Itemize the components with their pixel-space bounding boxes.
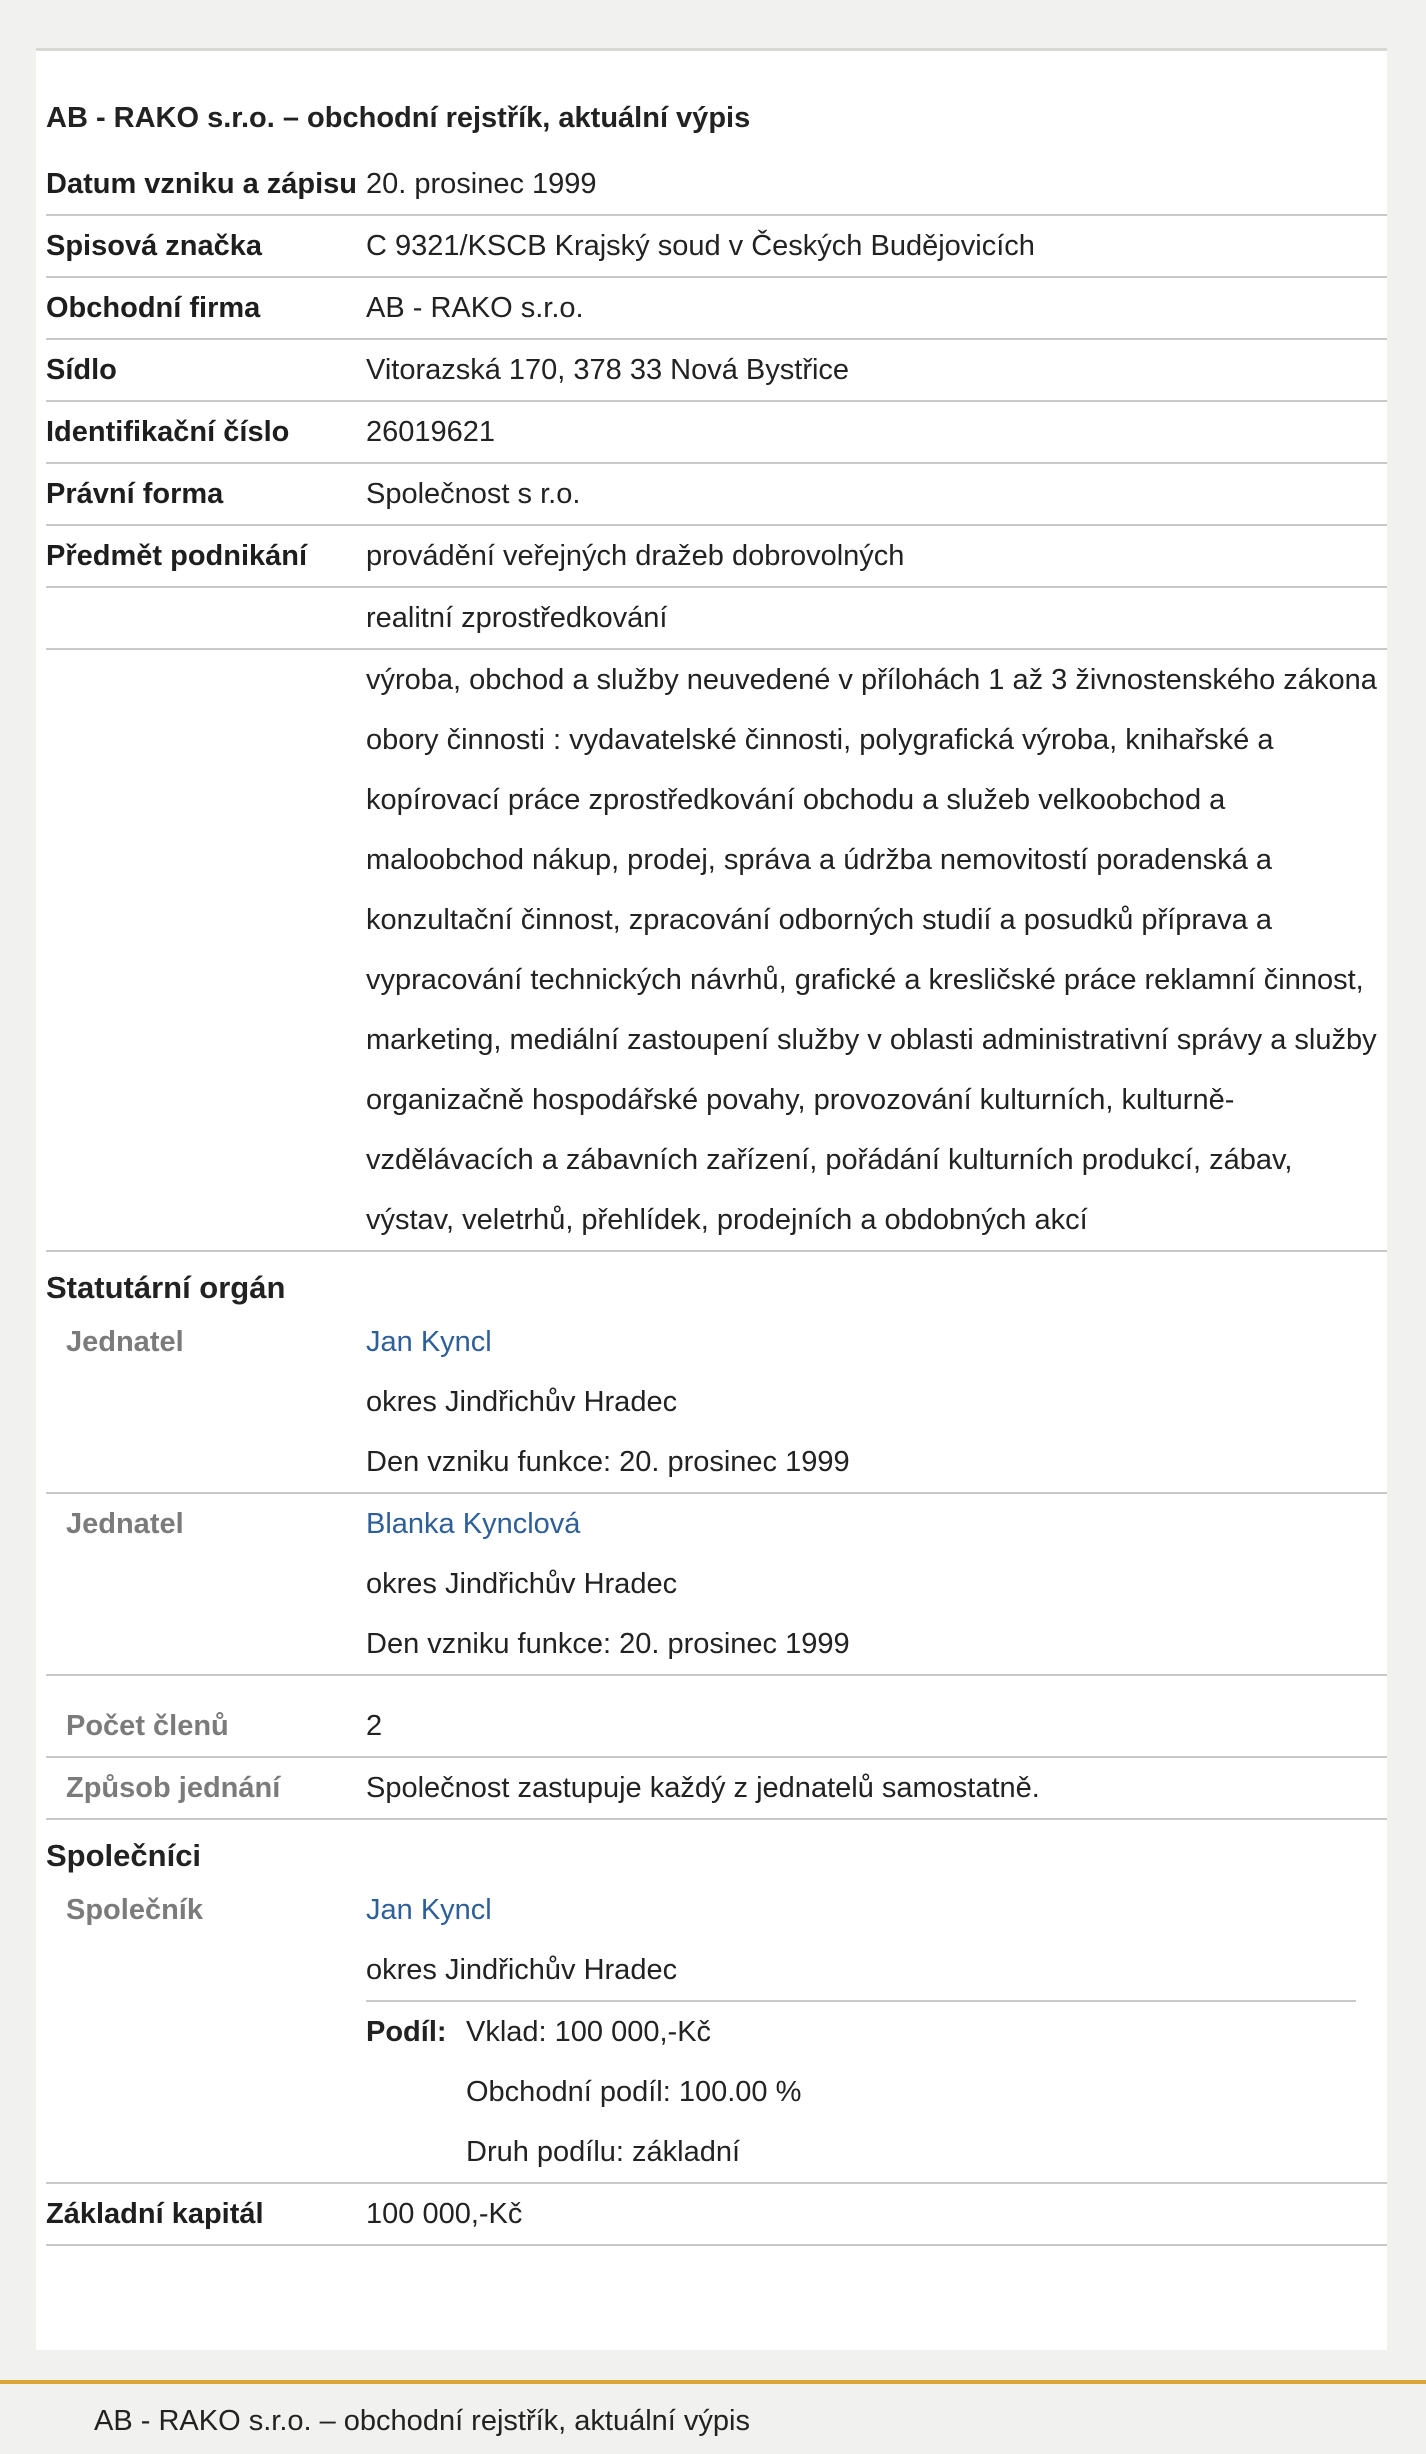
seat-label: Sídlo [46, 354, 117, 386]
executive-name-link[interactable]: Blanka Kynclová [366, 1508, 581, 1540]
executive-row [46, 1494, 1387, 1676]
executive-role-label: Jednatel [66, 1508, 184, 1540]
extract-content [46, 96, 1387, 2246]
business-activity-item: provádění veřejných dražeb dobrovolných [366, 540, 905, 572]
share-percentage: Obchodní podíl: 100.00 % [466, 2076, 802, 2108]
register-extract-page [36, 48, 1387, 2350]
file-number-label: Spisová značka [46, 230, 262, 262]
top-divider [36, 48, 1387, 51]
partner-details [366, 1880, 1387, 2182]
page-title: AB - RAKO s.r.o. – obchodní rejstřík, aktuální výpis [46, 102, 751, 134]
legal-form-value: Společnost s r.o. [366, 478, 581, 510]
row-file-number [46, 216, 1387, 278]
executive-row [46, 1312, 1387, 1494]
acting-method-label: Způsob jednání [66, 1772, 281, 1804]
member-count-label: Počet členů [66, 1710, 229, 1742]
file-number-value: C 9321/KSCB Krajský soud v Českých Budějovicích [366, 230, 1035, 262]
row-business-activity-1 [46, 526, 1387, 588]
row-company-name [46, 278, 1387, 340]
executive-since: Den vzniku funkce: 20. prosinec 1999 [366, 1628, 850, 1660]
row-founding-date [46, 154, 1387, 216]
executive-details [366, 1494, 1387, 1674]
seat-value: Vitorazská 170, 378 33 Nová Bystřice [366, 354, 850, 386]
executive-district: okres Jindřichův Hradec [366, 1568, 678, 1600]
row-member-count [46, 1676, 1387, 1758]
founding-date-value: 20. prosinec 1999 [366, 168, 597, 200]
statutory-body-title: Statutární orgán [46, 1270, 286, 1305]
executive-since: Den vzniku funkce: 20. prosinec 1999 [366, 1446, 850, 1478]
partner-district: okres Jindřichův Hradec [366, 1954, 678, 1986]
share-type: Druh podílu: základní [466, 2136, 741, 2168]
partners-title: Společníci [46, 1838, 202, 1873]
row-registered-capital [46, 2184, 1387, 2246]
business-activity-blank-label [46, 588, 366, 648]
partner-share [366, 2000, 1356, 2182]
partner-row [46, 1880, 1387, 2184]
share-details [466, 2002, 801, 2182]
row-identification-number [46, 402, 1387, 464]
company-name-value: AB - RAKO s.r.o. [366, 292, 584, 324]
share-deposit: Vklad: 100 000,-Kč [466, 2016, 712, 2048]
business-activity-item: realitní zprostředkování [366, 602, 668, 634]
row-legal-form [46, 464, 1387, 526]
company-name-label: Obchodní firma [46, 292, 261, 324]
acting-method-value: Společnost zastupuje každý z jednatelů samostatně. [366, 1772, 1040, 1804]
identification-number-label: Identifikační číslo [46, 416, 290, 448]
business-activity-label: Předmět podnikání [46, 540, 308, 572]
executive-name-link[interactable]: Jan Kyncl [366, 1326, 492, 1358]
footer-title: AB - RAKO s.r.o. – obchodní rejstřík, aktuální výpis [94, 2405, 750, 2437]
executive-details [366, 1312, 1387, 1492]
legal-form-label: Právní forma [46, 478, 224, 510]
footer-divider [0, 2380, 1426, 2384]
row-business-activity-3 [46, 650, 1387, 1252]
registered-capital-value: 100 000,-Kč [366, 2198, 523, 2230]
row-seat [46, 340, 1387, 402]
partner-role-label: Společník [66, 1894, 203, 1926]
partner-name-link[interactable]: Jan Kyncl [366, 1894, 492, 1926]
executive-role-label: Jednatel [66, 1326, 184, 1358]
share-label: Podíl: [366, 2016, 447, 2048]
founding-date-label: Datum vzniku a zápisu [46, 168, 358, 200]
identification-number-value: 26019621 [366, 416, 496, 448]
row-business-activity-2 [46, 588, 1387, 650]
business-activity-blank-label [46, 650, 366, 1250]
member-count-value: 2 [366, 1710, 383, 1742]
business-activity-item: výroba, obchod a služby neuvedené v přílohách 1 až 3 živnostenského zákona obory činnosti : vydavatelské činnosti, polygrafická výroba, knihařské a kopírovací práce zprostředkování obchodu a služeb velkoobchod a maloobchod nákup, prodej, správa a údržba nemovitostí poradenská a konzultační činnost, zpracování odborných studií a posudků příprava a vypracování technických návrhů, grafické a kresličské práce reklamní činnost, marketing, mediální zastoupení služby v oblasti administrativní správy a služby organizačně hospodářské povahy, provozování kulturních, kulturně-vzdělávacích a zábavních zařízení, pořádání kulturních produkcí, zábav, výstav, veletrhů, přehlídek, prodejních a obdobných akcí [366, 664, 1377, 1236]
executive-district: okres Jindřichův Hradec [366, 1386, 678, 1418]
registered-capital-label: Základní kapitál [46, 2198, 264, 2230]
row-acting-method [46, 1758, 1387, 1820]
